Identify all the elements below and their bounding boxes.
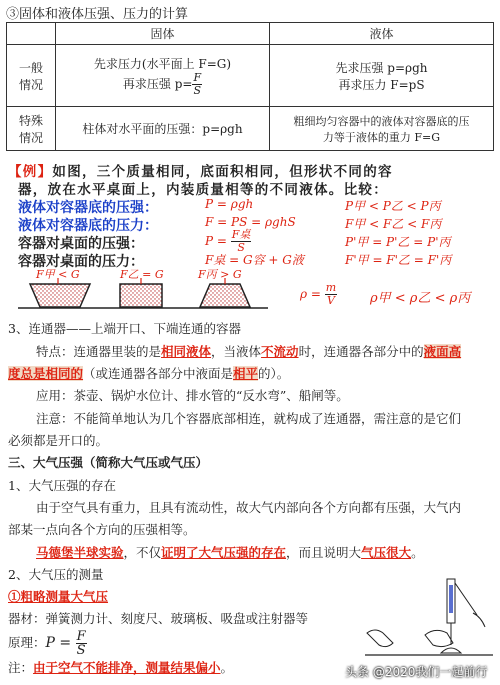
highlight: 不流动 <box>261 344 299 359</box>
formula-1: P = ρgh <box>205 197 254 211</box>
highlight: 度总是相同的 <box>8 366 84 381</box>
principle-label: 原理： <box>8 635 46 650</box>
result-1: P甲 < P乙 < P丙 <box>345 199 441 213</box>
liquid-step-2: 再求压力 F=pS <box>338 77 425 92</box>
text: 时，连通器各部分中的 <box>298 344 424 359</box>
density-result: ρ甲 < ρ乙 < ρ丙 <box>370 291 471 306</box>
result-2: F甲 < F乙 < F丙 <box>345 217 442 231</box>
atm-sub2: 2、大气压的测量 <box>8 567 104 582</box>
section3-para2: 应用：茶壶、锅炉水位计、排水管的“反水弯”、船闸等。 <box>36 388 349 403</box>
example-tag: 【例】 <box>8 164 53 180</box>
text: 的）。 <box>258 366 290 381</box>
section3-para1-line2 <box>8 363 289 385</box>
density-prefix: ρ = <box>300 287 325 301</box>
question-4: 容器对桌面的压力： <box>18 254 144 270</box>
label-line: 一般 <box>18 60 43 75</box>
containers-illustration <box>18 278 268 314</box>
formula-3-prefix: P = <box>205 234 231 248</box>
cell-solid-special: 柱体对水平面的压强：p=ρgh <box>56 107 270 151</box>
result-3: P'甲 = P'乙 = P'丙 <box>345 235 451 249</box>
apparatus-illustration <box>355 575 495 667</box>
denominator: S <box>237 241 245 254</box>
principle-formula: P = <box>45 635 76 651</box>
container-label-3: F丙 > G <box>198 268 242 281</box>
hand-icon <box>367 630 393 647</box>
text: 。 <box>411 545 424 560</box>
highlight: 相平 <box>233 366 259 381</box>
example-line-2: 器，放在水平桌面上，内装质量相等的不同液体。比较： <box>18 182 388 198</box>
container-bing <box>200 284 250 307</box>
table-corner <box>7 23 56 45</box>
fraction <box>192 72 202 97</box>
liquid-special-1: 粗细均匀容器中的液体对容器底的压 <box>293 114 470 128</box>
solid-step-2 <box>60 72 265 97</box>
question-1: 液体对容器底的压强： <box>18 200 158 216</box>
section3-para1-line1 <box>36 341 461 363</box>
denominator: V <box>326 294 335 307</box>
highlight: 气压很大 <box>361 545 412 560</box>
numerator: F <box>193 70 202 84</box>
formula-4: F桌 = G容 + G液 <box>205 253 304 267</box>
atm-equipment: 器材：弹簧测力计、刻度尺、玻璃板、吸盘或注射器等 <box>8 611 309 626</box>
container-yi <box>120 284 162 307</box>
atm-para2 <box>36 542 424 564</box>
liquid-special-2: 力等于液体的重力 F=G <box>322 130 441 144</box>
header-liquid: 液体 <box>270 23 494 45</box>
atm-sub1: 1、大气压强的存在 <box>8 478 116 493</box>
atm-principle <box>8 630 87 657</box>
note-label: 注： <box>8 660 34 675</box>
atm-title: 三、大气压强（简称大气压或气压） <box>8 455 209 470</box>
highlight: 液面高 <box>423 344 462 359</box>
hand-icon <box>425 630 453 646</box>
section3-title: 3、连通器——上端开口、下端连通的容器 <box>8 321 241 336</box>
section3-para3-line2: 必须都是开口的。 <box>8 433 109 448</box>
result-4: F'甲 = F'乙 = F'丙 <box>345 253 452 267</box>
numerator: F桌 <box>231 228 251 241</box>
text: 。 <box>220 660 234 675</box>
pressure-table <box>6 22 494 151</box>
section-heading: ③固体和液体压强、压力的计算 <box>6 7 189 22</box>
numerator: m <box>325 281 337 294</box>
density-formula <box>300 282 337 307</box>
text: ，而且说明大 <box>286 545 362 560</box>
fraction <box>76 630 87 657</box>
cell-solid-general <box>56 45 270 107</box>
highlight: 马德堡半球实验 <box>36 545 124 560</box>
text: 特点：连通器里装的是 <box>36 344 162 359</box>
label-line: 情况 <box>18 130 43 145</box>
atm-para1-line1: 由于空气具有重力，且具有流动性，故大气内部向各个方向都有压强，大气内 <box>36 500 462 515</box>
row-special-label <box>7 107 56 151</box>
highlight: 由于空气不能排净，测量结果偏小 <box>33 660 221 675</box>
row-general-label <box>7 45 56 107</box>
example-text-a: 如图，三个质量相同，底面积相同，但形状不同的容 <box>52 164 393 180</box>
label-line: 情况 <box>18 77 43 92</box>
liquid-step-1: 先求压强 p=ρgh <box>335 60 428 75</box>
question-3: 容器对桌面的压强： <box>18 236 144 252</box>
solid-step-2-text: 再求压强 p= <box>122 76 193 91</box>
watermark: 头条 @2020我们一起前行 <box>345 665 488 679</box>
atm-method-1: ①粗略测量大气压 <box>8 589 109 604</box>
cell-liquid-general <box>270 45 494 107</box>
cell-liquid-special <box>270 107 494 151</box>
text: ，当液体 <box>211 344 262 359</box>
atm-para1-line2: 部某一点向各个方向的压强相等。 <box>8 522 196 537</box>
container-label-1: F甲 < G <box>36 268 80 281</box>
solid-step-1: 先求压力(水平面上 F=G) <box>93 56 232 71</box>
highlight: 相同液体 <box>161 344 212 359</box>
highlight: 证明了大气压强的存在 <box>161 545 287 560</box>
formula-2: F = PS = ρghS <box>205 215 296 229</box>
container-label-2: F乙 = G <box>120 268 164 281</box>
text: ，不仅 <box>123 545 162 560</box>
fraction <box>325 282 337 307</box>
header-solid: 固体 <box>56 23 270 45</box>
example-line-1 <box>8 160 393 180</box>
container-jia <box>30 284 90 307</box>
numerator: F <box>76 629 86 644</box>
text: （或连通器各部分中液面是 <box>83 366 234 381</box>
denominator: S <box>76 643 86 658</box>
question-2: 液体对容器底的压力： <box>18 218 158 234</box>
label-line: 特殊 <box>18 113 43 128</box>
denominator: S <box>193 83 202 97</box>
atm-note <box>8 657 233 679</box>
section3-para3-line1: 注意：不能简单地认为几个容器底部相连，就构成了连通器，需注意的是它们 <box>36 411 462 426</box>
suction-cup-icon <box>441 648 461 653</box>
